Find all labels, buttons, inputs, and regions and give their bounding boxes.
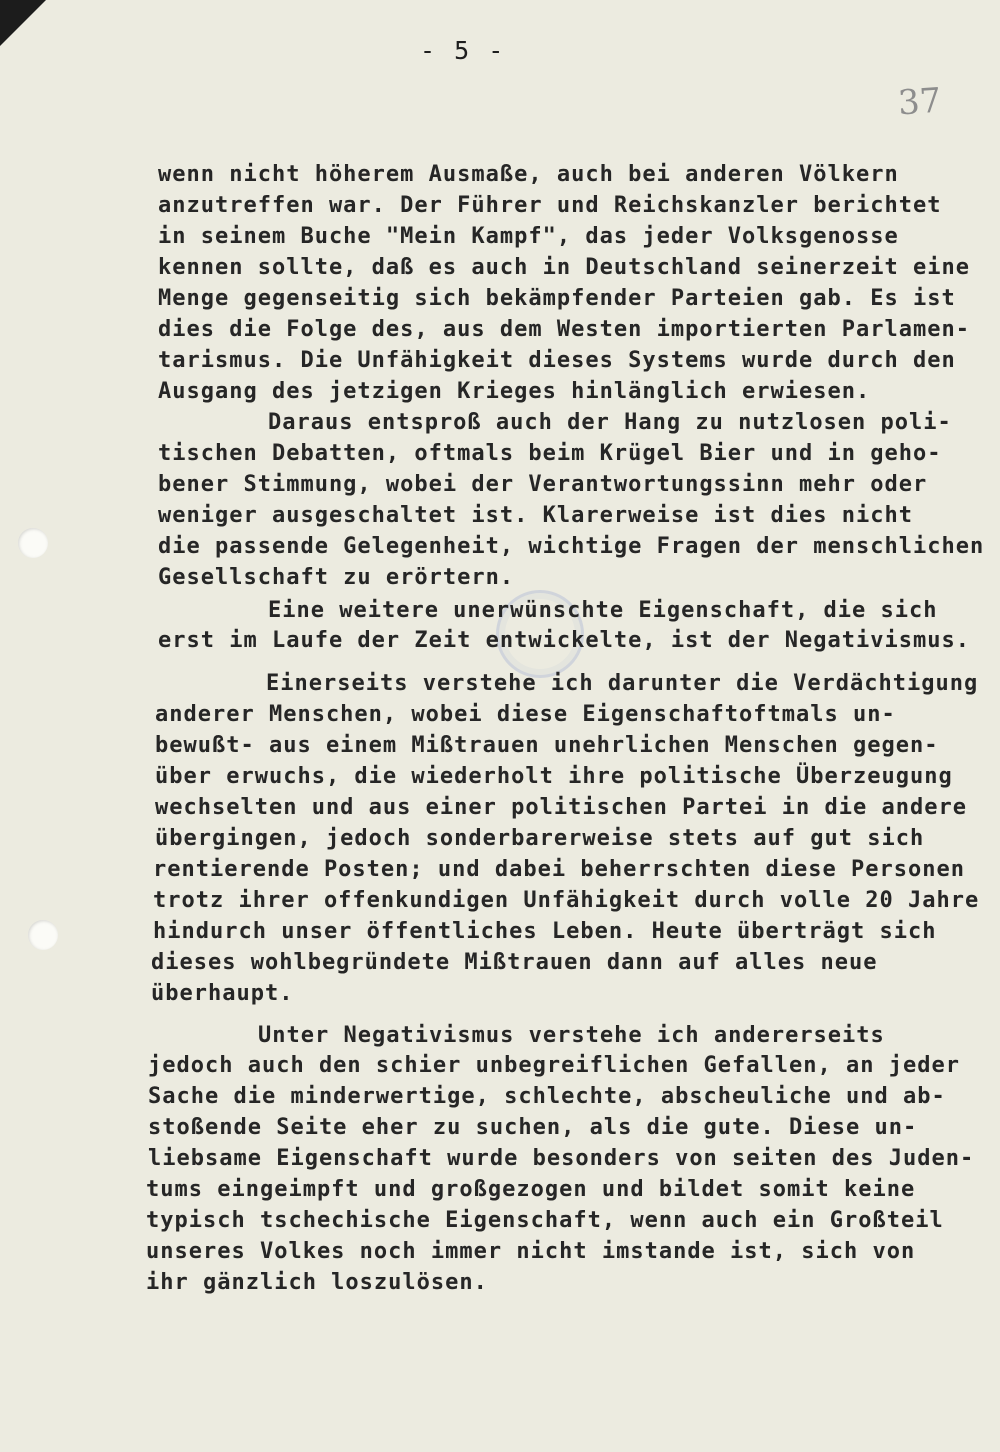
text-line: in seinem Buche "Mein Kampf", das jeder Volksgenosse [158, 224, 899, 249]
text-line: rentierende Posten; und dabei beherrschten diese Personen [153, 857, 965, 882]
text-line: stoßende Seite eher zu suchen, als die gute. Diese un- [148, 1115, 918, 1140]
text-line: jedoch auch den schier unbegreiflichen Gefallen, an jeder [148, 1053, 960, 1078]
text-line: anderer Menschen, wobei diese Eigenschaftoftmals un- [155, 702, 896, 727]
text-line: trotz ihrer offenkundigen Unfähigkeit durch volle 20 Jahre [153, 888, 980, 913]
text-line: liebsame Eigenschaft wurde besonders von seiten des Juden- [148, 1146, 975, 1171]
text-line: dieses wohlbegründete Mißtrauen dann auf alles neue [151, 950, 878, 975]
text-line: Ausgang des jetzigen Krieges hinlänglich erwiesen. [158, 379, 871, 404]
text-line: dies die Folge des, aus dem Westen importierten Parlamen- [158, 317, 970, 342]
text-line: hindurch unser öffentliches Leben. Heute überträgt sich [153, 919, 937, 944]
text-line: wenn nicht höherem Ausmaße, auch bei anderen Völkern [158, 162, 899, 187]
text-line: Menge gegenseitig sich bekämpfender Parteien gab. Es ist [158, 286, 956, 311]
text-line: überhaupt. [151, 981, 294, 1006]
text-line: bener Stimmung, wobei der Verantwortungssinn mehr oder [158, 472, 928, 497]
text-line: weniger ausgeschaltet ist. Klarerweise ist dies nicht [158, 503, 913, 528]
folio-number: 37 [896, 80, 943, 124]
text-line: tarismus. Die Unfähigkeit dieses Systems wurde durch den [158, 348, 956, 373]
text-line: typisch tschechische Eigenschaft, wenn auch ein Großteil [146, 1208, 944, 1233]
text-line: wechselten und aus einer politischen Partei in die andere [155, 795, 967, 820]
text-line: unseres Volkes noch immer nicht imstande ist, sich von [146, 1239, 916, 1264]
text-line: über erwuchs, die wiederholt ihre politische Überzeugung [155, 764, 953, 789]
text-line: anzutreffen war. Der Führer und Reichskanzler berichtet [158, 193, 942, 218]
text-line: bewußt- aus einem Mißtrauen unehrlichen Menschen gegen- [155, 733, 939, 758]
text-line: Gesellschaft zu erörtern. [158, 565, 515, 590]
text-line: tischen Debatten, oftmals beim Krügel Bier und in geho- [158, 441, 942, 466]
text-line: erst im Laufe der Zeit entwickelte, ist der Negativismus. [158, 628, 970, 653]
text-line: Unter Negativismus verstehe ich andererseits [258, 1023, 885, 1048]
text-line: Sache die minderwertige, schlechte, abscheuliche und ab- [148, 1084, 946, 1109]
text-line: tums eingeimpft und großgezogen und bildet somit keine [146, 1177, 916, 1202]
text-line: Eine weitere unerwünschte Eigenschaft, die sich [268, 598, 938, 623]
page-number: - 5 - [420, 36, 506, 65]
text-line: ihr gänzlich loszulösen. [146, 1270, 488, 1295]
text-line: die passende Gelegenheit, wichtige Fragen der menschlichen [158, 534, 985, 559]
text-line: übergingen, jedoch sonderbarerweise stets auf gut sich [155, 826, 925, 851]
text-line: kennen sollte, daß es auch in Deutschland seinerzeit eine [158, 255, 970, 280]
text-line: Daraus entsproß auch der Hang zu nutzlosen poli- [268, 410, 952, 435]
text-line: Einerseits verstehe ich darunter die Verdächtigung [266, 671, 979, 696]
